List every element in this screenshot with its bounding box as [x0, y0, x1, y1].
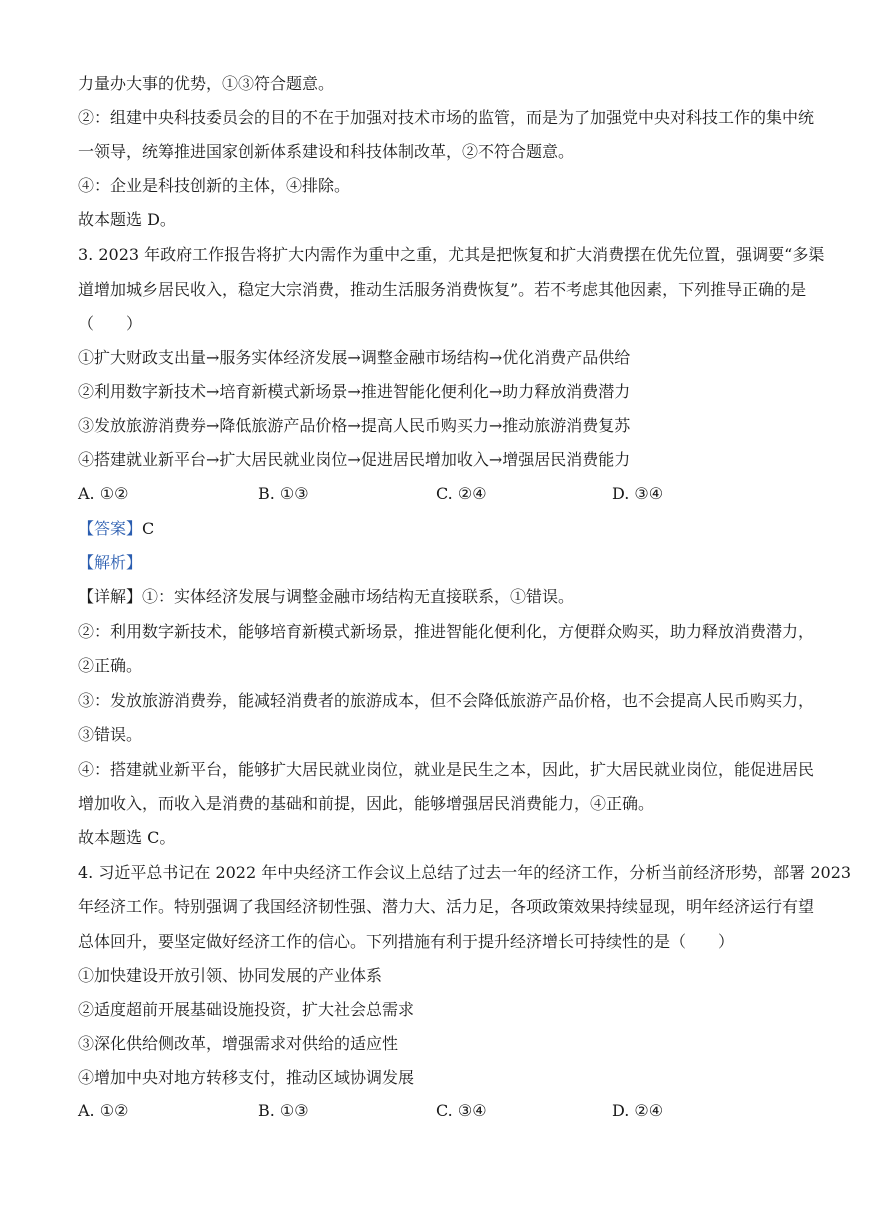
prev-explain-line-3: 一领导，统筹推进国家创新体系建设和科技体制改革，②不符合题意。 — [78, 142, 575, 161]
q3-option-d: D. ③④ — [612, 484, 664, 503]
prev-conclusion: 故本题选 D。 — [78, 210, 176, 229]
q4-stem-line-1: 4. 习近平总书记在 2022 年中央经济工作会议上总结了过去一年的经济工作，分析当前经济形势，部署 2023 — [78, 863, 852, 882]
q3-explain-line-5: ③错误。 — [78, 725, 143, 744]
q3-answer — [78, 518, 798, 540]
q3-explain-line-7: 增加收入，而收入是消费的基础和前提，因此，能够增强居民消费能力，④正确。 — [78, 794, 655, 813]
analysis-tag: 【解析】 — [78, 553, 143, 572]
q3-explain-line-3: ②正确。 — [78, 656, 143, 675]
q3-stem-line-3: （ ） — [78, 314, 143, 333]
q3-analysis-heading — [78, 552, 798, 574]
answer-tag: 【答案】 — [78, 519, 143, 538]
q3-stem-line-1: 3. 2023 年政府工作报告将扩大内需作为重中之重，尤其是把恢复和扩大消费摆在优先位置，强调要“多渠 — [78, 245, 825, 264]
prev-explain-line-1: 力量办大事的优势，①③符合题意。 — [78, 74, 335, 93]
prev-explain-line-4: ④：企业是科技创新的主体，④排除。 — [78, 176, 351, 195]
q3-explain-line-6: ④：搭建就业新平台，能够扩大居民就业岗位，就业是民生之本，因此，扩大居民就业岗位，能促进居民 — [78, 760, 815, 779]
q4-option-a: A. ①② — [78, 1101, 129, 1120]
q4-item-1: ①加快建设开放引领、协同发展的产业体系 — [78, 966, 383, 985]
q3-stem-line-2: 道增加城乡居民收入，稳定大宗消费，推动生活服务消费恢复”。若不考虑其他因素，下列推导正确的是 — [78, 280, 807, 299]
q4-item-3: ③深化供给侧改革，增强需求对供给的适应性 — [78, 1034, 399, 1053]
q3-conclusion: 故本题选 C。 — [78, 828, 176, 847]
q4-option-c: C. ③④ — [436, 1101, 487, 1120]
q4-stem-line-3: 总体回升，要坚定做好经济工作的信心。下列措施有利于提升经济增长可持续性的是（ ） — [78, 932, 735, 951]
detail-tag: 【详解】 — [78, 587, 143, 606]
q3-explain-line-4: ③：发放旅游消费券，能减轻消费者的旅游成本，但不会降低旅游产品价格，也不会提高人民币购买力， — [78, 691, 815, 710]
q3-option-b: B. ①③ — [258, 484, 309, 503]
q3-option-c: C. ②④ — [436, 484, 487, 503]
q3-item-4: ④搭建就业新平台→扩大居民就业岗位→促进居民增加收入→增强居民消费能力 — [78, 450, 631, 469]
q3-option-a: A. ①② — [78, 484, 129, 503]
q4-item-2: ②适度超前开展基础设施投资，扩大社会总需求 — [78, 1000, 415, 1019]
q3-explain-line-2: ②：利用数字新技术，能够培育新模式新场景，推进智能化便利化，方便群众购买，助力释放消费潜力， — [78, 622, 815, 641]
q4-stem-line-2: 年经济工作。特别强调了我国经济韧性强、潜力大、活力足，各项政策效果持续显现，明年经济运行有望 — [78, 897, 815, 916]
q4-option-d: D. ②④ — [612, 1101, 664, 1120]
q3-detail-line-1 — [78, 586, 798, 608]
q4-option-b: B. ①③ — [258, 1101, 309, 1120]
q3-item-2: ②利用数字新技术→培育新模式新场景→推进智能化便利化→助力释放消费潜力 — [78, 382, 631, 401]
q4-item-4: ④增加中央对地方转移支付，推动区域协调发展 — [78, 1068, 415, 1087]
prev-explain-line-2: ②：组建中央科技委员会的目的不在于加强对技术市场的监管，而是为了加强党中央对科技工作的集中统 — [78, 108, 815, 127]
detail-text: ①：实体经济发展与调整金融市场结构无直接联系，①错误。 — [142, 587, 575, 606]
q3-item-3: ③发放旅游消费券→降低旅游产品价格→提高人民币购买力→推动旅游消费复苏 — [78, 416, 631, 435]
q3-item-1: ①扩大财政支出量→服务实体经济发展→调整金融市场结构→优化消费产品供给 — [78, 348, 631, 367]
answer-value: C — [142, 519, 155, 538]
